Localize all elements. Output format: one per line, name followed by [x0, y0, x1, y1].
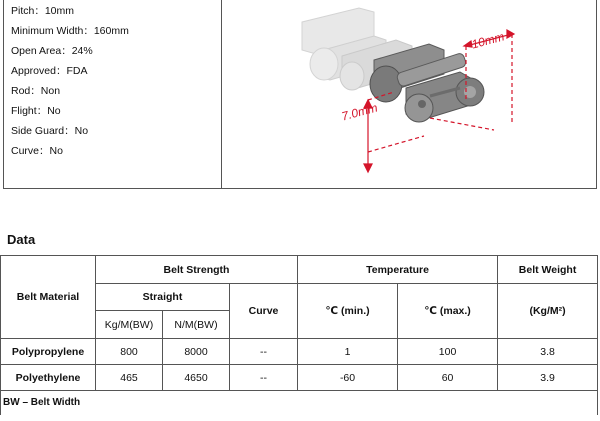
header-belt-strength: Belt Strength — [96, 256, 298, 284]
header-nm-bw: N/M(BW) — [163, 311, 230, 339]
spec-divider — [221, 0, 222, 188]
cell-temp-min: -60 — [298, 365, 398, 391]
cell-curve: -- — [230, 365, 298, 391]
spec-value: No — [49, 145, 63, 157]
table-row — [1, 339, 598, 365]
cell-weight: 3.8 — [498, 339, 598, 365]
spec-value: 10mm — [44, 5, 75, 17]
cell-nm: 8000 — [163, 339, 230, 365]
spec-minimum-width: Minimum Width：160mm — [11, 25, 129, 37]
dimension-label-thickness: 7.0mm — [340, 100, 380, 124]
belt-link-diagram — [224, 0, 596, 188]
cell-weight: 3.9 — [498, 365, 598, 391]
cell-material: Polypropylene — [1, 339, 96, 365]
spec-curve: Curve：No — [11, 145, 63, 157]
spec-value: Non — [40, 85, 61, 97]
header-straight: Straight — [96, 284, 230, 311]
spec-label: Flight — [11, 105, 37, 117]
belt-data-table — [0, 255, 598, 415]
spec-label: Open Area — [11, 45, 62, 57]
spec-label: Rod — [11, 85, 31, 97]
table-header-row — [1, 256, 598, 284]
spec-approved: Approved：FDA — [11, 65, 88, 77]
header-curve: Curve — [230, 284, 298, 339]
header-temp-max: ℃ (max.) — [398, 284, 498, 339]
header-belt-weight: Belt Weight — [498, 256, 598, 284]
cell-material: Polyethylene — [1, 365, 96, 391]
cell-temp-min: 1 — [298, 339, 398, 365]
spec-panel — [3, 0, 597, 189]
spec-value: No — [74, 125, 89, 137]
table-footnote-row — [1, 391, 598, 415]
spec-value: No — [47, 105, 61, 117]
main-link — [370, 44, 484, 122]
dimension-label-pitch: 10mm — [470, 29, 506, 52]
header-temperature: Temperature — [298, 256, 498, 284]
spec-list — [11, 1, 216, 161]
section-title: Data — [7, 232, 36, 247]
spec-value: 24% — [71, 45, 93, 57]
spec-pitch: Pitch：10mm — [11, 5, 75, 17]
cell-temp-max: 100 — [398, 339, 498, 365]
spec-label: Minimum Width — [11, 25, 84, 37]
spec-side-guard: Side Guard：No — [11, 125, 89, 137]
cell-curve: -- — [230, 339, 298, 365]
cell-kgm: 465 — [96, 365, 163, 391]
header-kgm-bw: Kg/M(BW) — [96, 311, 163, 339]
spec-flight: Flight：No — [11, 105, 61, 117]
belt-link-illustration — [224, 0, 596, 188]
spec-value: FDA — [66, 65, 88, 77]
spec-open-area: Open Area：24% — [11, 45, 93, 57]
spec-label: Pitch — [11, 5, 35, 17]
spec-label: Curve — [11, 145, 40, 157]
cell-temp-max: 60 — [398, 365, 498, 391]
header-weight-unit: (Kg/M²) — [498, 284, 598, 339]
header-temp-min: ℃ (min.) — [298, 284, 398, 339]
spec-label: Side Guard — [11, 125, 65, 137]
spec-rod: Rod：Non — [11, 85, 61, 97]
footnote: BW – Belt Width — [1, 391, 598, 415]
table-row — [1, 365, 598, 391]
header-belt-material: Belt Material — [1, 256, 96, 339]
cell-kgm: 800 — [96, 339, 163, 365]
cell-nm: 4650 — [163, 365, 230, 391]
spec-label: Approved — [11, 65, 56, 77]
spec-value: 160mm — [93, 25, 129, 37]
